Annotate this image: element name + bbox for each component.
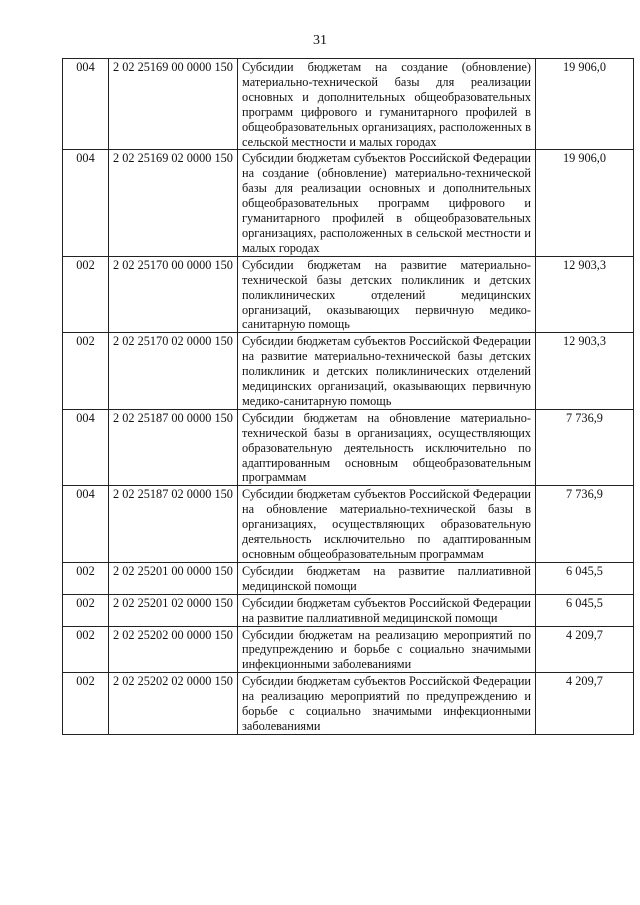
budget-code-cell: 2 02 25201 00 0000 150 bbox=[109, 562, 238, 594]
admin-code-cell: 002 bbox=[63, 673, 109, 735]
admin-code-cell: 002 bbox=[63, 562, 109, 594]
description-cell: Субсидии бюджетам субъектов Российской Федерации на развитие материально-технической базы детских поликлиник и детских поликлинических отделений медицинских организаций, оказывающих первичную медико-санитарную помощь bbox=[238, 333, 536, 410]
description-cell: Субсидии бюджетам на реализацию мероприятий по предупреждению и борьбе с социально значимыми инфекционными заболеваниями bbox=[238, 626, 536, 673]
amount-cell: 19 906,0 bbox=[536, 59, 634, 150]
budget-code-cell: 2 02 25187 00 0000 150 bbox=[109, 409, 238, 486]
table-row bbox=[63, 59, 634, 150]
admin-code-cell: 004 bbox=[63, 150, 109, 256]
description-cell: Субсидии бюджетам на развитие материально-технической базы детских поликлиник и детских поликлинических отделений медицинских организаций, оказывающих первичную медико-санитарную помощь bbox=[238, 256, 536, 333]
revenue-table bbox=[62, 58, 634, 735]
budget-code-cell: 2 02 25201 02 0000 150 bbox=[109, 594, 238, 626]
description-cell: Субсидии бюджетам субъектов Российской Федерации на обновление материально-технической базы в организациях, осуществляющих образовательную деятельность исключительно по адаптированным основным общеобразовательным программам bbox=[238, 486, 536, 563]
amount-cell: 7 736,9 bbox=[536, 409, 634, 486]
table-row bbox=[63, 562, 634, 594]
admin-code-cell: 004 bbox=[63, 486, 109, 563]
description-cell: Субсидии бюджетам субъектов Российской Федерации на реализацию мероприятий по предупреждению и борьбе с социально значимыми инфекционными заболеваниями bbox=[238, 673, 536, 735]
amount-cell: 4 209,7 bbox=[536, 673, 634, 735]
admin-code-cell: 002 bbox=[63, 333, 109, 410]
table-row bbox=[63, 486, 634, 563]
amount-cell: 12 903,3 bbox=[536, 333, 634, 410]
budget-code-cell: 2 02 25202 02 0000 150 bbox=[109, 673, 238, 735]
amount-cell: 12 903,3 bbox=[536, 256, 634, 333]
table-row bbox=[63, 594, 634, 626]
admin-code-cell: 002 bbox=[63, 594, 109, 626]
table-row bbox=[63, 626, 634, 673]
table-row bbox=[63, 409, 634, 486]
amount-cell: 4 209,7 bbox=[536, 626, 634, 673]
admin-code-cell: 004 bbox=[63, 409, 109, 486]
admin-code-cell: 002 bbox=[63, 256, 109, 333]
admin-code-cell: 002 bbox=[63, 626, 109, 673]
budget-code-cell: 2 02 25169 00 0000 150 bbox=[109, 59, 238, 150]
description-cell: Субсидии бюджетам субъектов Российской Федерации на создание (обновление) материально-технической базы для реализации основных и дополнительных общеобразовательных программ цифрового и гуманитарного профилей в общеобразовательных организациях, расположенных в сельской местности и малых городах bbox=[238, 150, 536, 256]
amount-cell: 6 045,5 bbox=[536, 562, 634, 594]
budget-code-cell: 2 02 25187 02 0000 150 bbox=[109, 486, 238, 563]
budget-code-cell: 2 02 25170 02 0000 150 bbox=[109, 333, 238, 410]
page-number: 31 bbox=[313, 33, 327, 48]
budget-code-cell: 2 02 25169 02 0000 150 bbox=[109, 150, 238, 256]
budget-code-cell: 2 02 25170 00 0000 150 bbox=[109, 256, 238, 333]
table-row bbox=[63, 333, 634, 410]
description-cell: Субсидии бюджетам на обновление материально-технической базы в организациях, осуществляющих образовательную деятельность исключительно по адаптированным основным общеобразовательным программам bbox=[238, 409, 536, 486]
table-row bbox=[63, 673, 634, 735]
amount-cell: 7 736,9 bbox=[536, 486, 634, 563]
amount-cell: 6 045,5 bbox=[536, 594, 634, 626]
table-row bbox=[63, 150, 634, 256]
amount-cell: 19 906,0 bbox=[536, 150, 634, 256]
admin-code-cell: 004 bbox=[63, 59, 109, 150]
budget-code-cell: 2 02 25202 00 0000 150 bbox=[109, 626, 238, 673]
description-cell: Субсидии бюджетам субъектов Российской Федерации на развитие паллиативной медицинской помощи bbox=[238, 594, 536, 626]
description-cell: Субсидии бюджетам на создание (обновление) материально-технической базы для реализации основных и дополнительных общеобразовательных программ цифрового и гуманитарного профилей в общеобразовательных организациях, расположенных в сельской местности и малых городах bbox=[238, 59, 536, 150]
table-row bbox=[63, 256, 634, 333]
description-cell: Субсидии бюджетам на развитие паллиативной медицинской помощи bbox=[238, 562, 536, 594]
